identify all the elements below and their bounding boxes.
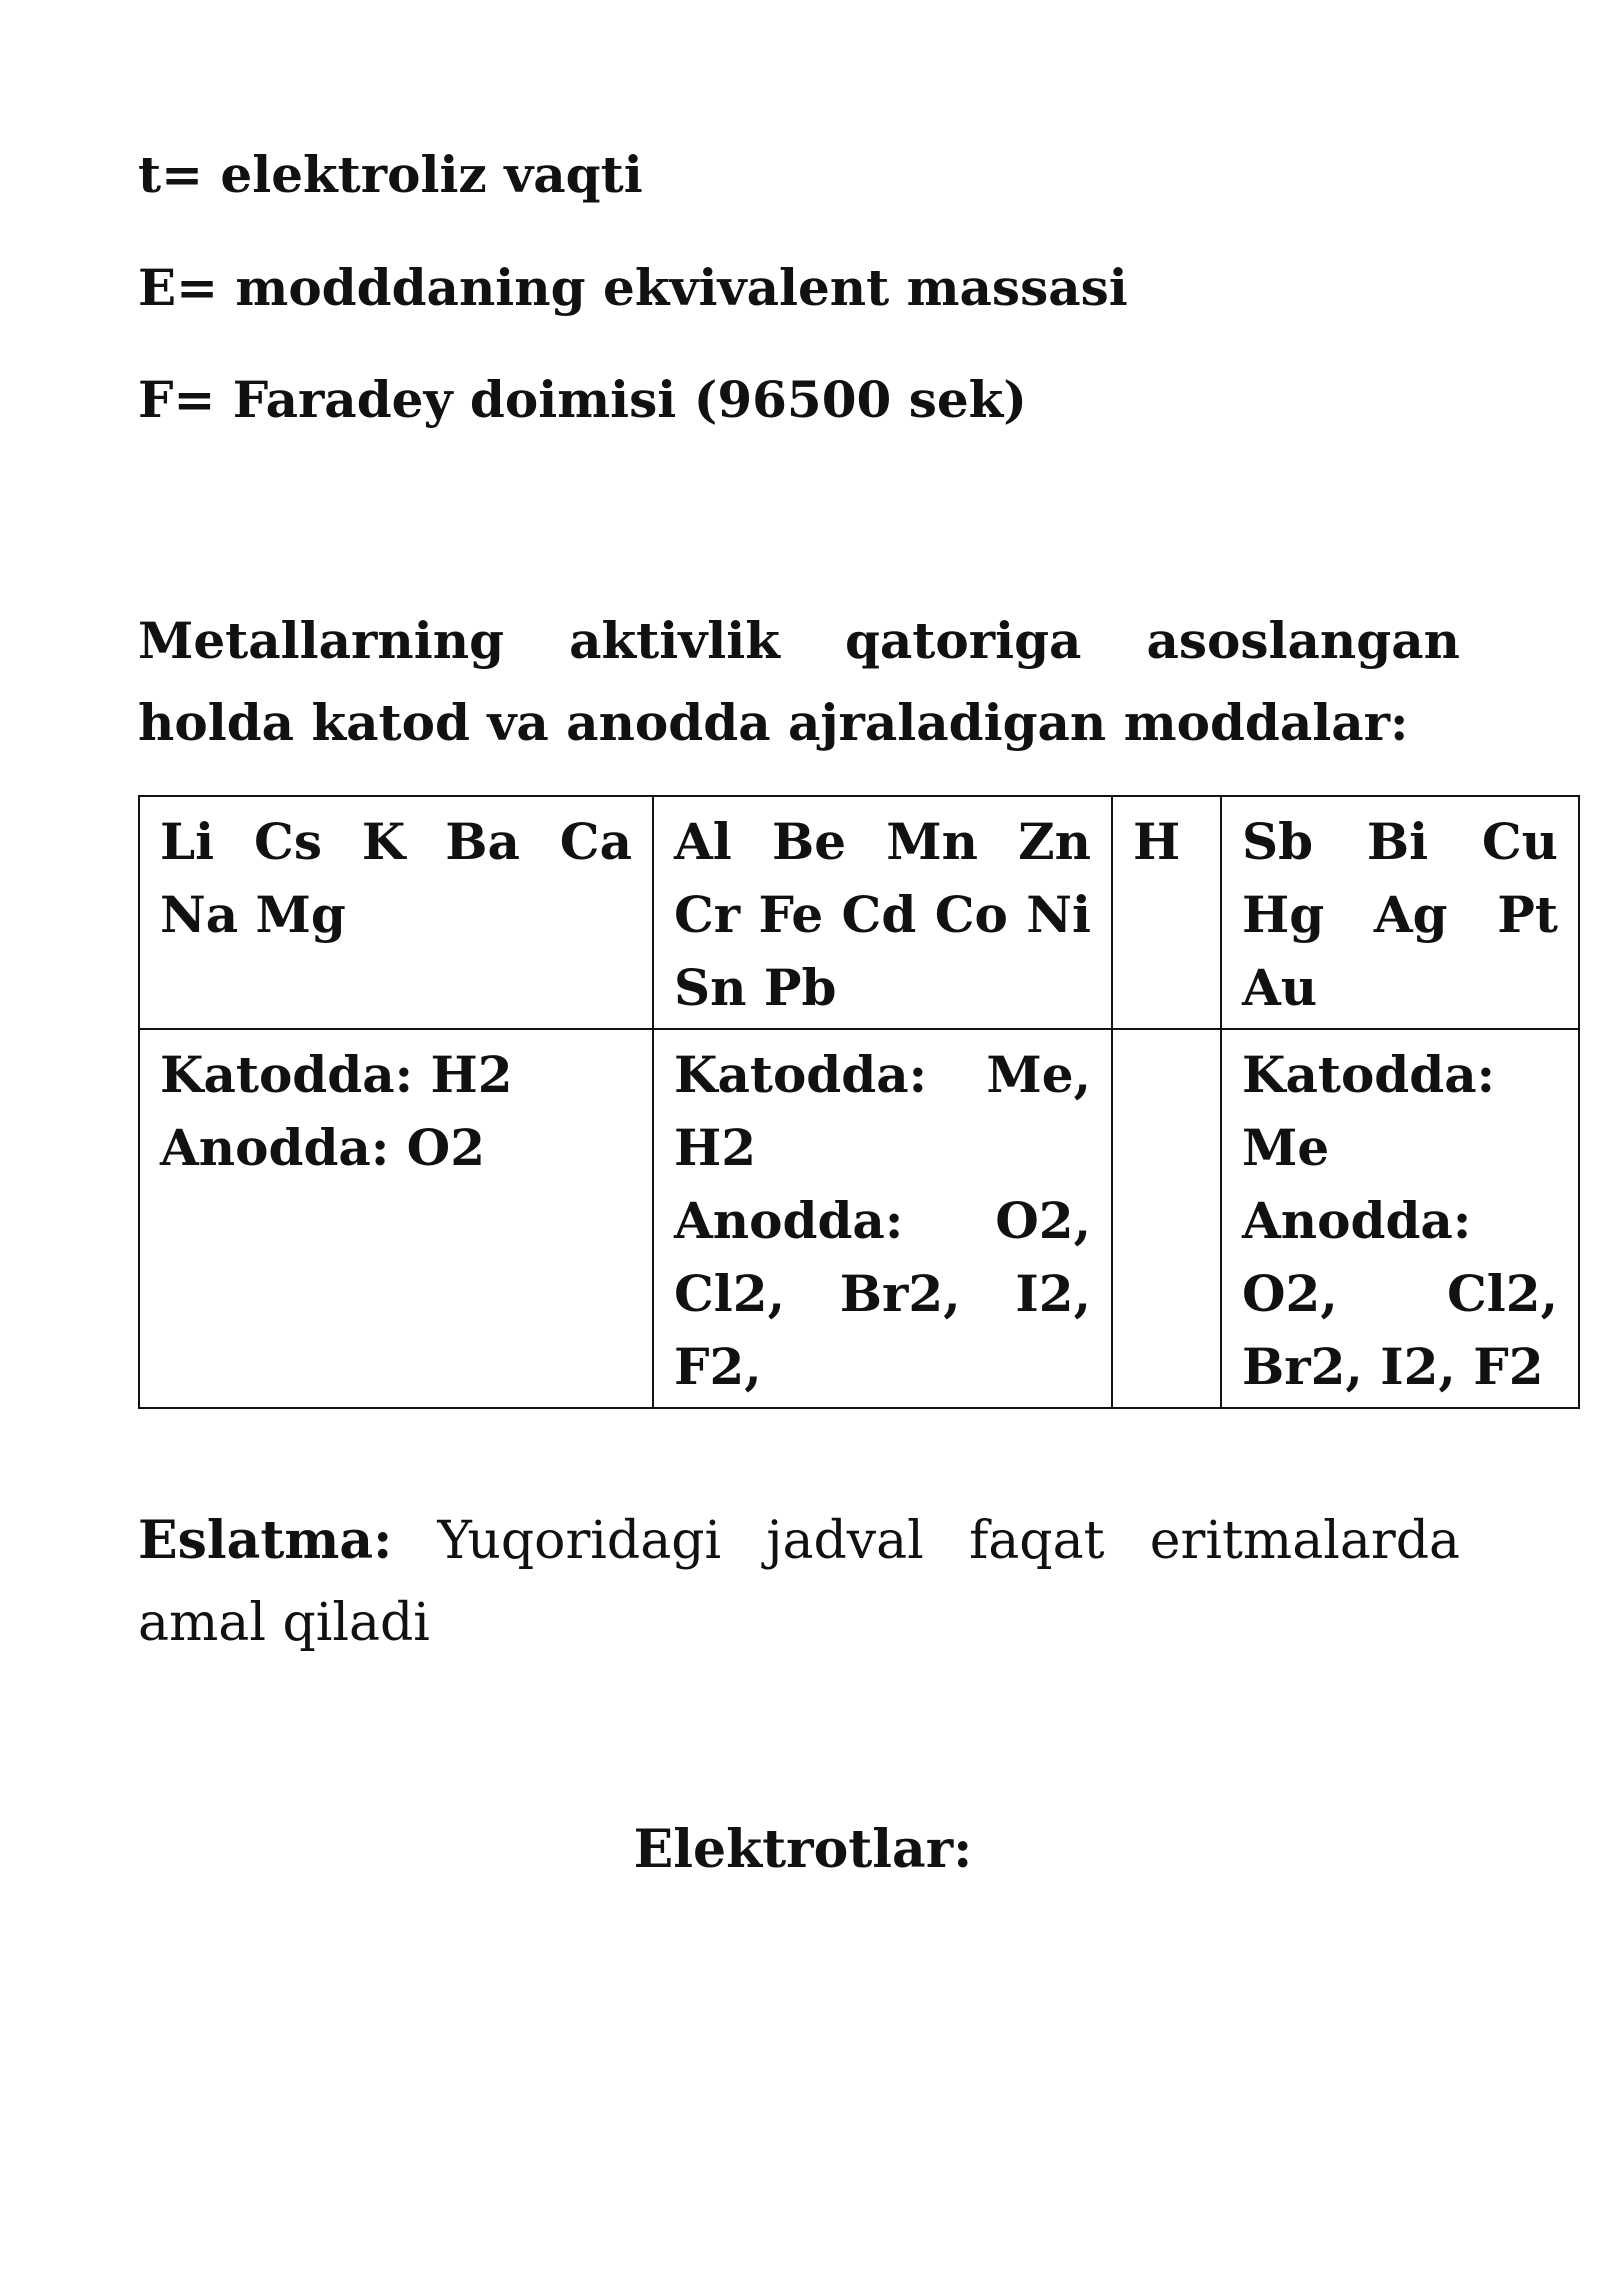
note-text: Yuqoridagi jadval faqat eritmalarda amal qiladi xyxy=(138,1511,1460,1653)
table-cell-medium-products xyxy=(653,1029,1112,1408)
anode-product: Anodda: O2 xyxy=(160,1118,486,1177)
cathode-product: Katodda: Me xyxy=(1242,1045,1496,1177)
table-cell-passive-products xyxy=(1221,1029,1579,1408)
definition-time: t= elektroliz vaqti xyxy=(138,145,643,204)
anode-product: Anodda: O2, Cl2, Br2, I2, F2, xyxy=(674,1191,1091,1396)
table-cell-active-metals: Li Cs K Ba Ca Na Mg xyxy=(139,796,653,1029)
table-row-metals xyxy=(139,796,1579,1029)
table-cell-hydrogen: H xyxy=(1112,796,1221,1029)
anode-product: Anodda: O2, Cl2, Br2, I2, F2 xyxy=(1242,1191,1558,1396)
cathode-product: Katodda: Me, H2 xyxy=(674,1045,1091,1177)
cathode-product: Katodda: H2 xyxy=(160,1045,513,1104)
table-cell-active-products xyxy=(139,1029,653,1408)
table-cell-medium-metals: Al Be Mn Zn Cr Fe Cd Co Ni Sn Pb xyxy=(653,796,1112,1029)
table-cell-hydrogen-products xyxy=(1112,1029,1221,1408)
section-title-electrodes: Elektrotlar: xyxy=(633,1819,973,1880)
definition-faraday-constant: F= Faradey doimisi (96500 sek) xyxy=(138,370,1027,429)
note-label: Eslatma: xyxy=(138,1510,393,1571)
table-row-products xyxy=(139,1029,1579,1408)
table-cell-passive-metals: Sb Bi Cu Hg Ag Pt Au xyxy=(1221,796,1579,1029)
definition-equivalent-mass: E= modddaning ekvivalent massasi xyxy=(138,258,1128,317)
activity-series-heading: Metallarning aktivlik qatoriga asoslangan holda katod va anodda ajraladigan moddalar: xyxy=(138,611,1460,752)
note-paragraph xyxy=(138,1500,1460,1664)
activity-series-table xyxy=(138,795,1580,1409)
